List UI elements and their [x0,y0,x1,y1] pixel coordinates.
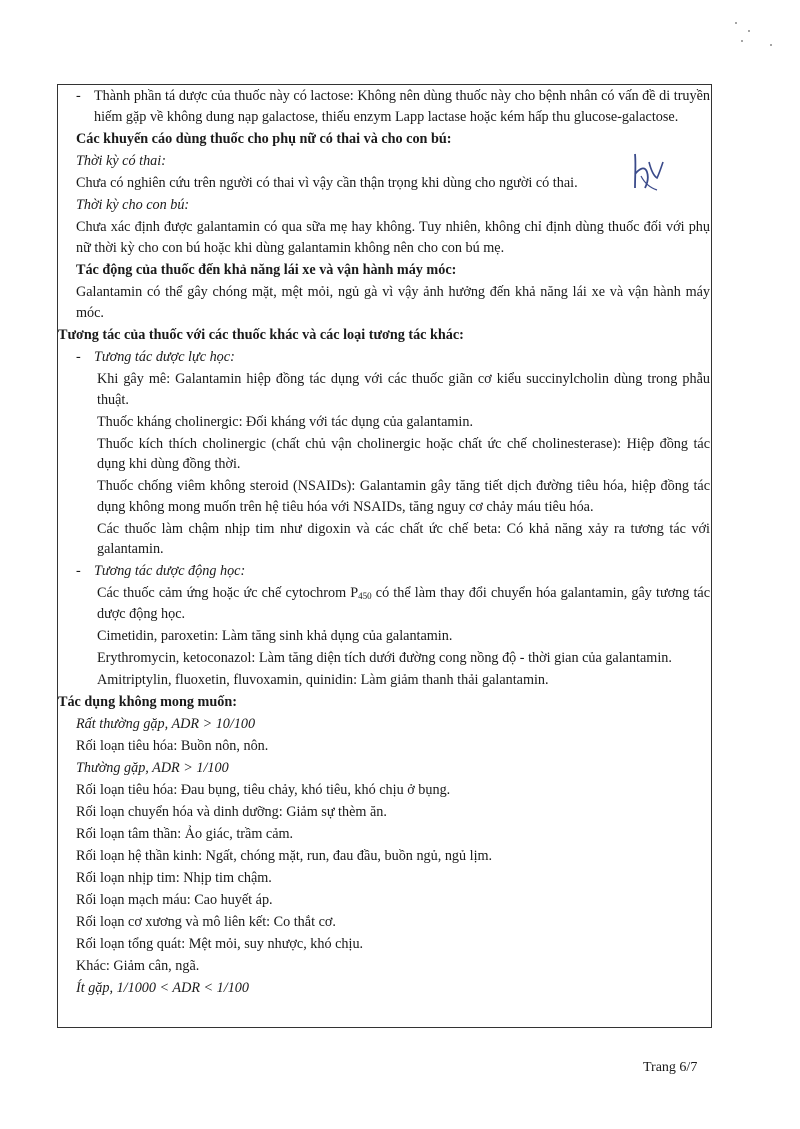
adverse-item: Rối loạn mạch máu: Cao huyết áp. [76,892,273,908]
cyp-text-after: có thể làm thay đổi chuyển hóa galantamin, gây tương tác dược động học. [97,585,710,622]
scan-speck [748,30,750,32]
adverse-item: Rối loạn nhịp tim: Nhịp tim chậm. [76,870,272,886]
pd-item: Khi gây mê: Galantamin hiệp đồng tác dụng với các thuốc giãn cơ kiểu succinylcholin dùng trong phẫu thuật. [97,371,710,408]
adverse-heading: Tác dụng không mong muốn: [58,694,237,710]
lactose-bullet [58,86,710,127]
adverse-item: Rối loạn hệ thần kinh: Ngất, chóng mặt, run, đau đầu, buồn ngủ, ngủ lịm. [76,848,493,864]
adverse-item: Rối loạn tiêu hóa: Buồn nôn, nôn. [76,738,269,754]
pregnant-text: Chưa có nghiên cứu trên người có thai vì vậy cần thận trọng khi dùng cho người có thai. [76,175,578,191]
cyp-subscript: 450 [358,591,372,601]
adverse-item: Rối loạn tâm thần: Ảo giác, trầm cảm. [76,826,294,842]
uncommon-label: Ít gặp, 1/1000 < ADR < 1/100 [76,980,249,996]
scan-speck [770,44,772,46]
scan-speck [741,40,743,42]
pk-item: Amitriptylin, fluoxetin, fluvoxamin, quinidin: Làm giảm thanh thải galantamin. [97,671,549,688]
interactions-heading: Tương tác của thuốc với các thuốc khác và các loại tương tác khác: [58,327,464,343]
pregnant-label: Thời kỳ có thai: [76,153,166,169]
dash-marker: - [76,88,81,104]
pregnancy-heading: Các khuyến cáo dùng thuốc cho phụ nữ có thai và cho con bú: [76,131,452,147]
lactation-label: Thời kỳ cho con bú: [76,197,190,213]
pd-item: Thuốc chống viêm không steroid (NSAIDs): Galantamin gây tăng tiết dịch đường tiêu hóa, hiệp đồng tác dụng không mong muốn trên hệ tiêu hóa với NSAIDs, tăng nguy cơ chảy máu tiêu hóa. [97,478,710,515]
pd-item: Thuốc kháng cholinergic: Đối kháng với tác dụng của galantamin. [97,413,474,430]
pk-item-cyp [58,583,710,624]
pk-item: Erythromycin, ketoconazol: Làm tăng diện tích dưới đường cong nồng độ - thời gian của galantamin. [97,649,672,666]
adverse-item: Rối loạn cơ xương và mô liên kết: Co thắt cơ. [76,914,336,930]
dash-marker: - [76,563,81,579]
pharmacokinetic-label [58,561,710,582]
driving-text: Galantamin có thể gây chóng mặt, mệt mỏi, ngủ gà vì vậy ảnh hưởng đến khả năng lái xe và vận hành máy móc. [76,284,710,321]
scan-speck [735,22,737,24]
pharmacodynamic-label [58,347,710,368]
lactation-text: Chưa xác định được galantamin có qua sữa mẹ hay không. Tuy nhiên, không chỉ định dùng thuốc đối với phụ nữ thời kỳ cho con bú hoặc khi dùng galantamin không nên cho con bú mẹ. [76,219,710,256]
adverse-item: Rối loạn tổng quát: Mệt mỏi, suy nhược, khó chịu. [76,936,364,952]
lactose-text: Thành phần tá dược của thuốc này có lactose: Không nên dùng thuốc này cho bệnh nhân có vấn đề di truyền hiếm gặp về không dung nạp galactose, thiếu enzym Lapp lactase hoặc kém hấp thu glucose-galactose. [94,88,710,125]
cyp-text-before: Các thuốc cảm ứng hoặc ức chế cytochrom P [97,585,359,601]
adverse-item: Rối loạn chuyển hóa và dinh dưỡng: Giảm sự thèm ăn. [76,804,387,820]
pharmacodynamic-label-text: Tương tác dược lực học: [94,349,235,365]
driving-heading: Tác động của thuốc đến khả năng lái xe và vận hành máy móc: [76,262,457,278]
adverse-item: Khác: Giảm cân, ngã. [76,958,200,974]
document-body [58,86,710,1000]
page-number: Trang 6/7 [643,1060,698,1075]
pk-item: Cimetidin, paroxetin: Làm tăng sinh khả dụng của galantamin. [97,627,453,644]
adverse-item: Rối loạn tiêu hóa: Đau bụng, tiêu chảy, khó tiêu, khó chịu ở bụng. [76,782,451,798]
pd-item: Thuốc kích thích cholinergic (chất chủ vận cholinergic hoặc chất ức chế cholinesterase): Hiệp đồng tác dụng khi dùng đồng thời. [97,435,710,472]
pd-item: Các thuốc làm chậm nhịp tim như digoxin và các chất ức chế beta: Có khả năng xảy ra tương tác với galantamin. [97,520,710,557]
dash-marker: - [76,349,81,365]
very-common-label: Rất thường gặp, ADR > 10/100 [76,716,256,732]
pharmacokinetic-label-text: Tương tác dược động học: [94,563,246,579]
common-label: Thường gặp, ADR > 1/100 [76,760,229,776]
